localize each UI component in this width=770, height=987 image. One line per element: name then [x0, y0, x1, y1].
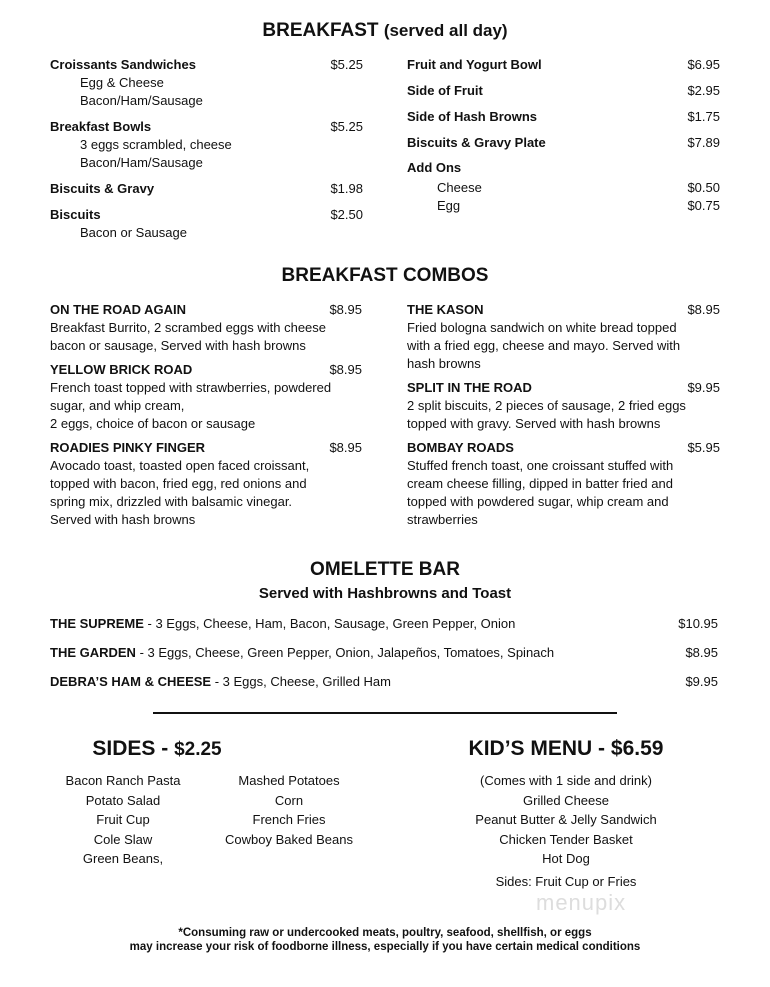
side-item: French Fries — [252, 812, 326, 827]
item-price: $8.95 — [329, 362, 362, 377]
item-name: ROADIES PINKY FINGER — [50, 440, 206, 455]
item-name: DEBRA’S HAM & CHEESE — [50, 674, 212, 689]
item-desc: sugar, and whip cream, — [50, 398, 185, 413]
item-name: Side of Fruit — [407, 83, 483, 98]
item-name: Fruit and Yogurt Bowl — [407, 57, 542, 72]
omelette-subtitle: Served with Hashbrowns and Toast — [258, 585, 512, 602]
kids-price: $6.59 — [610, 737, 664, 760]
item-name: Croissants Sandwiches — [50, 57, 196, 72]
item-detail: Egg & Cheese — [80, 75, 164, 90]
side-item: Cole Slaw — [93, 831, 153, 847]
kids-item: Hot Dog — [542, 851, 590, 866]
sides-title-text: SIDES - — [92, 737, 175, 760]
combos-left-column — [50, 301, 362, 535]
kids-item: Chicken Tender Basket — [499, 831, 633, 847]
item-desc: topped with gravy. Served with hash browns — [407, 416, 661, 431]
footer-line: may increase your risk of foodborne illness, especially if you have certain medical conditions — [129, 941, 641, 953]
item-desc: bacon or sausage, Served with hash browns — [50, 338, 306, 353]
item-price: $2.95 — [687, 83, 720, 98]
omelette-item — [50, 616, 718, 631]
item-desc: French toast topped with strawberries, powdered — [50, 380, 332, 395]
addon-item — [407, 197, 720, 215]
item-desc: - 3 Eggs, Cheese, Ham, Bacon, Sausage, Green Pepper, Onion — [143, 616, 516, 631]
item-detail: Bacon/Ham/Sausage — [80, 155, 203, 170]
item-desc: Fried bologna sandwich on white bread topped — [407, 320, 677, 335]
combos-title: BREAKFAST COMBOS — [281, 265, 489, 286]
item-price: $0.50 — [687, 180, 720, 195]
watermark-logo: menupix — [536, 890, 627, 915]
sides-title — [57, 737, 257, 761]
item-price: $8.95 — [329, 440, 362, 455]
item-name: Biscuits — [50, 207, 101, 222]
sides-col-2 — [204, 771, 374, 849]
item-desc: - 3 Eggs, Cheese, Grilled Ham — [211, 674, 391, 689]
combo-item — [50, 439, 362, 529]
side-item: Corn — [274, 792, 304, 808]
combos-right-column — [407, 301, 720, 535]
item-desc: strawberries — [407, 512, 478, 527]
divider — [153, 712, 617, 714]
kids-title — [436, 737, 696, 761]
title-text: BREAKFAST — [262, 20, 379, 41]
omelette-title: OMELETTE BAR — [310, 559, 460, 580]
kids-item: Grilled Cheese — [523, 792, 609, 808]
item-desc: Breakfast Burrito, 2 scrambed eggs with cheese — [50, 320, 327, 335]
kids-list — [456, 771, 676, 891]
item-name: Biscuits & Gravy Plate — [407, 135, 546, 150]
item-name: THE GARDEN — [50, 645, 136, 660]
combo-item — [407, 301, 720, 373]
menu-item — [50, 56, 363, 110]
item-name: Egg — [437, 198, 461, 213]
combo-item — [50, 361, 362, 433]
footer-line: *Consuming raw or undercooked meats, poultry, seafood, shellfish, or eggs — [178, 927, 592, 939]
item-price: $5.95 — [687, 440, 720, 455]
item-price: $2.50 — [330, 207, 363, 222]
kids-note: (Comes with 1 side and drink) — [480, 773, 652, 788]
kids-sides: Sides: Fruit Cup or Fries — [495, 873, 637, 889]
menu-item — [50, 180, 363, 198]
item-desc: Stuffed french toast, one croissant stuffed with — [407, 458, 674, 473]
item-detail: Bacon or Sausage — [80, 225, 187, 240]
side-item: Fruit Cup — [96, 812, 150, 827]
item-price: $1.98 — [330, 181, 363, 196]
item-price: $5.25 — [330, 57, 363, 72]
item-price: $1.75 — [687, 109, 720, 124]
item-name: THE KASON — [407, 302, 484, 317]
combo-item — [407, 379, 720, 433]
side-item: Green Beans, — [82, 851, 164, 866]
breakfast-title — [0, 20, 770, 42]
item-price: $0.75 — [687, 198, 720, 213]
item-desc: hash browns — [407, 356, 481, 371]
menu-item — [407, 56, 720, 74]
menu-item — [407, 108, 720, 126]
item-price: $8.95 — [329, 302, 362, 317]
menu-item — [50, 206, 363, 242]
kids-item: Peanut Butter & Jelly Sandwich — [475, 812, 657, 827]
item-name: Cheese — [437, 180, 482, 195]
item-price: $10.95 — [678, 616, 718, 631]
item-name: Breakfast Bowls — [50, 119, 152, 134]
title-subtitle: (served all day) — [383, 21, 508, 40]
item-name: Biscuits & Gravy — [50, 181, 155, 196]
omelette-item — [50, 674, 718, 689]
side-item: Cowboy Baked Beans — [225, 831, 353, 847]
menu-item — [407, 82, 720, 100]
side-item: Bacon Ranch Pasta — [65, 773, 181, 788]
item-price: $8.95 — [687, 302, 720, 317]
item-price: $6.95 — [687, 57, 720, 72]
item-price: $9.95 — [687, 380, 720, 395]
sides-price: $2.25 — [174, 739, 222, 760]
item-price: $7.89 — [687, 135, 720, 150]
breakfast-right-column — [407, 56, 720, 215]
item-detail: Bacon/Ham/Sausage — [80, 93, 203, 108]
item-name: YELLOW BRICK ROAD — [50, 362, 193, 377]
item-name: THE SUPREME — [50, 616, 144, 631]
item-detail: 3 eggs scrambled, cheese — [80, 137, 232, 152]
addons-title: Add Ons — [407, 160, 462, 175]
kids-title-text: KID’S MENU - — [468, 737, 611, 760]
breakfast-left-column — [50, 56, 363, 242]
menu-item — [50, 118, 363, 172]
item-price: $9.95 — [685, 674, 718, 689]
item-desc: topped with bacon, fried egg, red onions and — [50, 476, 307, 491]
item-desc: topped with powdered sugar, whip cream and — [407, 494, 669, 509]
combo-item — [50, 301, 362, 355]
item-desc: Avocado toast, toasted open faced croissant, — [50, 458, 310, 473]
item-desc: 2 eggs, choice of bacon or sausage — [50, 416, 256, 431]
item-name: Side of Hash Browns — [407, 109, 538, 124]
omelette-item — [50, 645, 718, 660]
item-name: ON THE ROAD AGAIN — [50, 302, 187, 317]
combo-item — [407, 439, 720, 529]
item-desc: with a fried egg, cheese and mayo. Served with — [407, 338, 681, 353]
item-name: BOMBAY ROADS — [407, 440, 514, 455]
item-desc: cream cheese filling, dipped in batter fried and — [407, 476, 673, 491]
item-price: $5.25 — [330, 119, 363, 134]
side-item: Mashed Potatoes — [238, 773, 340, 788]
item-name: SPLIT IN THE ROAD — [407, 380, 532, 395]
item-desc: spring mix, drizzled with balsamic vinegar. — [50, 494, 293, 509]
item-desc: Served with hash browns — [50, 512, 196, 527]
item-desc: 2 split biscuits, 2 pieces of sausage, 2 fried eggs — [407, 398, 686, 413]
side-item: Potato Salad — [85, 792, 161, 808]
sides-col-1 — [43, 771, 203, 869]
item-desc: - 3 Eggs, Cheese, Green Pepper, Onion, Jalapeños, Tomatoes, Spinach — [135, 645, 555, 660]
item-price: $8.95 — [685, 645, 718, 660]
addon-item — [407, 179, 720, 197]
menu-item — [407, 134, 720, 152]
